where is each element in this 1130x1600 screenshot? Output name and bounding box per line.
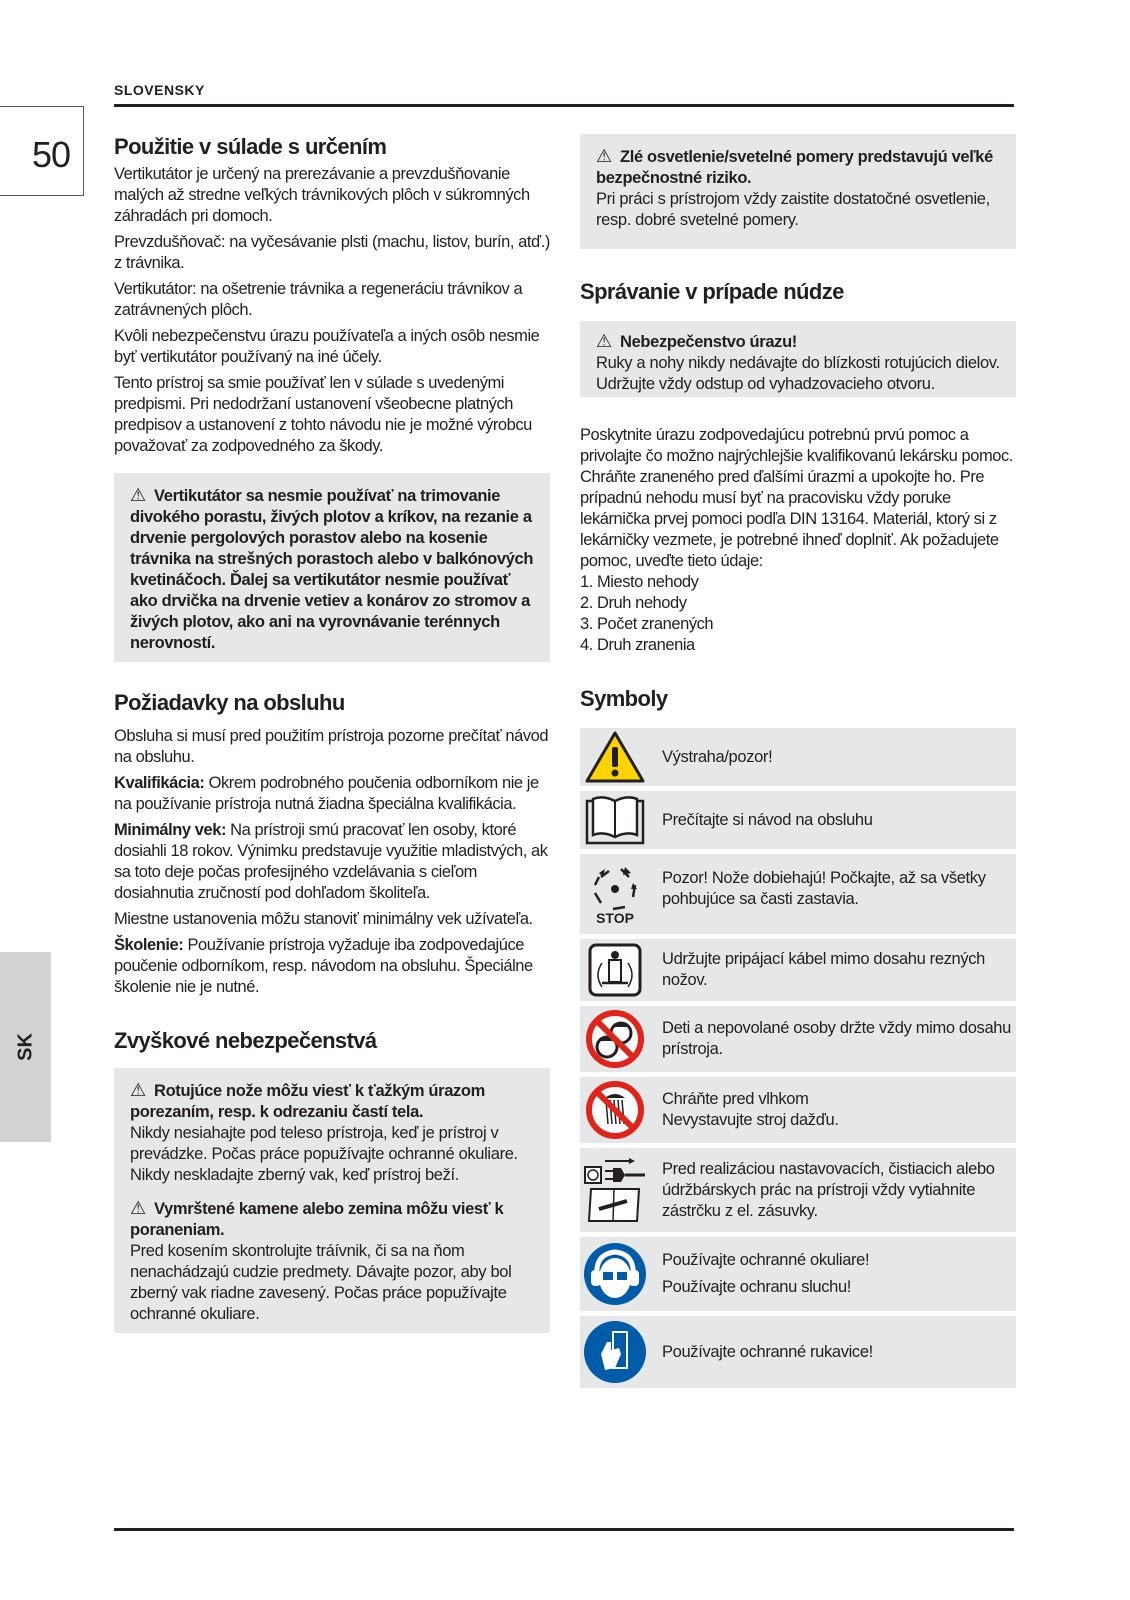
first-aid-list bbox=[580, 572, 1016, 656]
warning-triangle-icon bbox=[580, 730, 650, 784]
emergency-paragraph: Poskytnite úrazu zodpovedajúcu potrebnú prvú pomoc a privolajte čo možno najrýchlejšie kvalifikovanú lekársku pomoc. Chráňte zraneného pred ďalšími úrazmi a upokojte ho. Pre prípadnú nehodu musí byť na pracovisku vždy poruke lekárnička prvej pomoci podľa DIN 13164. Materiál, ktorý si z lekárničky vezmete, je potrebné ihneď doplniť. Ak požadujete pomoc, uveďte tieto údaje: bbox=[580, 426, 1013, 570]
paragraph: Prevzdušňovač: na vyčesávanie plsti (machu, listov, burín, atď.) z trávnika. bbox=[114, 233, 550, 272]
paragraph: Miestne ustanovenia môžu stanoviť minimálny vek užívateľa. bbox=[114, 910, 533, 928]
section-title-emergency: Správanie v prípade núdze bbox=[580, 279, 844, 304]
blades-stop-icon bbox=[580, 863, 650, 925]
gloves-icon bbox=[580, 1320, 650, 1384]
eye-ear-protection-icon bbox=[580, 1242, 650, 1306]
no-children-icon bbox=[580, 1009, 650, 1069]
training-label: Školenie: bbox=[114, 936, 184, 954]
symbol-text: Používajte ochranné okuliare! Používajte ochranu sluchu! bbox=[662, 1251, 870, 1296]
section-title-residual-risks: Zvyškové nebezpečenstvá bbox=[114, 1028, 377, 1053]
list-item: 4. Druh zranenia bbox=[580, 636, 695, 654]
symbol-row bbox=[580, 728, 1016, 786]
min-age-paragraph: Minimálny vek: Na prístroji smú pracovať len osoby, ktoré dosiahli 18 rokov. Výnimku predstavuje využitie mladistvých, ak sa toto deje počas profesijného vzdelávania s cieľom dosiahnutia zručností pod dohľadom školiteľa. bbox=[114, 821, 548, 902]
list-item: 3. Počet zranených bbox=[580, 615, 714, 633]
symbol-text: Udržujte pripájací kábel mimo dosahu rezných nožov. bbox=[662, 950, 986, 989]
symbol-row bbox=[580, 854, 1016, 934]
warning-text: Pri práci s prístrojom vždy zaistite dostatočné osvetlenie, resp. dobré svetelné pomery. bbox=[596, 190, 990, 229]
page-number: 50 bbox=[32, 134, 71, 175]
warning-text: Ruky a nohy nikdy nedávajte do blízkosti rotujúcich dielov. Udržujte vždy odstup od vyhadzovacieho otvoru. bbox=[596, 354, 1000, 393]
list-item: 2. Druh nehody bbox=[580, 594, 687, 612]
language-side-tab-label: SK bbox=[14, 1033, 37, 1061]
warning-text: Nikdy nesiahajte pod teleso prístroja, keď je prístroj v prevádzke. Počas práce popužívajte ochranné okuliare. Nikdy neskladajte zberný vak, keď prístroj beží. bbox=[130, 1124, 518, 1184]
warning-icon: ⚠ bbox=[130, 1080, 146, 1100]
cable-away-icon bbox=[580, 943, 650, 997]
symbol-row bbox=[580, 1237, 1016, 1311]
read-manual-icon bbox=[580, 795, 650, 845]
symbol-text: Deti a nepovolané osoby držte vždy mimo dosahu prístroja. bbox=[662, 1019, 1011, 1058]
symbol-text: Pred realizáciou nastavovacích, čistiacich alebo údržbárskych prác na prístroji vždy vytiahnite zástrčku z el. zásuvky. bbox=[662, 1159, 995, 1220]
warning-icon: ⚠ bbox=[596, 331, 612, 351]
symbol-row bbox=[580, 1006, 1016, 1072]
qualification-paragraph: Kvalifikácia: Okrem podrobného poučenia odborníkom nie je na používanie prístroja nutná žiadna špeciálna kvalifikácia. bbox=[114, 774, 539, 813]
symbol-text: Chráňte pred vlhkom Nevystavujte stroj dažďu. bbox=[662, 1090, 839, 1129]
no-rain-icon bbox=[580, 1080, 650, 1140]
paragraph: Vertikutátor: na ošetrenie trávnika a regeneráciu trávnikov a zatrávnených plôch. bbox=[114, 280, 523, 319]
training-paragraph: Školenie: Používanie prístroja vyžaduje iba zodpovedajúce poučenie odborníkom, resp. návodom na obsluhu. Špeciálne školenie nie je nutné. bbox=[114, 936, 533, 996]
unplug-before-maintenance-icon bbox=[580, 1157, 650, 1223]
section-title-symbols: Symboly bbox=[580, 686, 668, 711]
section-title-intended-use: Použitie v súlade s určením bbox=[114, 134, 387, 159]
language-header: SLOVENSKY bbox=[114, 82, 205, 98]
symbol-row bbox=[580, 1077, 1016, 1143]
paragraph: Vertikutátor je určený na prerezávanie a prevzdušňovanie malých až stredne veľkých trávnikových plôch v súkromných záhradách pri domoch. bbox=[114, 165, 530, 225]
symbol-text: Pozor! Nože dobiehajú! Počkajte, až sa všetky pohbujúce sa časti zastavia. bbox=[662, 869, 986, 908]
warning-box-residual-risks: ⚠ Rotujúce nože môžu viesť k ťažkým úrazom porezaním, resp. k odrezaniu častí tela. Nikdy nesiahajte pod teleso prístroja, keď je prístroj v prevádzke. Počas práce popužívajte ochranné okuliare. Nikdy neskladajte zberný vak, keď prístroj beží. ⚠ Vymrštené kamene alebo zemina môžu viesť k poraneniam. Pred kosením skontrolujte tráívnik, či sa na ňom nenachádzajú cudzie predmety. Dávajte pozor, aby bol zberný vak riadne zavesený. Počas práce popužívajte ochranné okuliare. bbox=[114, 1068, 550, 1333]
left-column bbox=[114, 134, 550, 1333]
symbol-row bbox=[580, 1316, 1016, 1388]
paragraph: Kvôli nebezpečenstvu úrazu používateľa a iných osôb nesmie byť vertikutátor používaný na iné účely. bbox=[114, 327, 540, 366]
symbol-row bbox=[580, 939, 1016, 1001]
list-item: 1. Miesto nehody bbox=[580, 573, 699, 591]
symbol-row bbox=[580, 791, 1016, 849]
symbol-row bbox=[580, 1148, 1016, 1232]
warning-text: Pred kosením skontrolujte tráívnik, či sa na ňom nenachádzajú cudzie predmety. Dávajte pozor, aby bol zberný vak riadne zavesený. Počas práce popužívajte ochranné okuliare. bbox=[130, 1242, 512, 1323]
warning-box-misuse bbox=[114, 473, 550, 662]
bottom-rule bbox=[114, 1528, 1014, 1531]
right-column bbox=[580, 134, 1016, 1393]
warning-box-injury: ⚠ Nebezpečenstvo úrazu! Ruky a nohy nikdy nedávajte do blízkosti rotujúcich dielov. Udržujte vždy odstup od vyhadzovacieho otvoru. bbox=[580, 321, 1016, 397]
symbol-text: Prečítajte si návod na obsluhu bbox=[662, 810, 873, 829]
paragraph: Tento prístroj sa smie používať len v súlade s uvedenými predpismi. Pri nedodržaní ustanovení všeobecne platných predpisov a ustanovení z tohto návodu nie je možné výrobcu považovať za zodpovedného za škody. bbox=[114, 374, 532, 455]
min-age-label: Minimálny vek: bbox=[114, 821, 226, 839]
symbol-text: Výstraha/pozor! bbox=[662, 747, 773, 766]
paragraph: Obsluha si musí pred použitím prístroja pozorne prečítať návod na obsluhu. bbox=[114, 727, 549, 766]
warning-icon: ⚠ bbox=[130, 1198, 146, 1218]
stop-label: STOP bbox=[596, 910, 634, 926]
section-title-operator-requirements: Požiadavky na obsluhu bbox=[114, 690, 345, 715]
qualification-label: Kvalifikácia: bbox=[114, 774, 205, 792]
warning-text: Vertikutátor sa nesmie používať na trimovanie divokého porastu, živých plotov a kríkov, na rezanie a drvenie pergolových porastov alebo na kosenie trávnika na strešných porastoch alebo v balkónových kvetináčoch. Ďalej sa vertikutátor nesmie používať ako drvička na drvenie vetiev a konárov zo stromov a živých plotov, ako ani na vyrovnávanie terénnych nerovností. bbox=[130, 487, 534, 652]
warning-box-lighting: ⚠ Zlé osvetlenie/svetelné pomery predstavujú veľké bezpečnostné riziko. Pri práci s prístrojom vždy zaistite dostatočné osvetlenie, resp. dobré svetelné pomery. bbox=[580, 134, 1016, 249]
symbol-text: Používajte ochranné rukavice! bbox=[662, 1342, 873, 1361]
top-rule bbox=[114, 104, 1014, 107]
warning-icon: ⚠ bbox=[596, 146, 612, 166]
warning-icon: ⚠ bbox=[130, 485, 146, 505]
